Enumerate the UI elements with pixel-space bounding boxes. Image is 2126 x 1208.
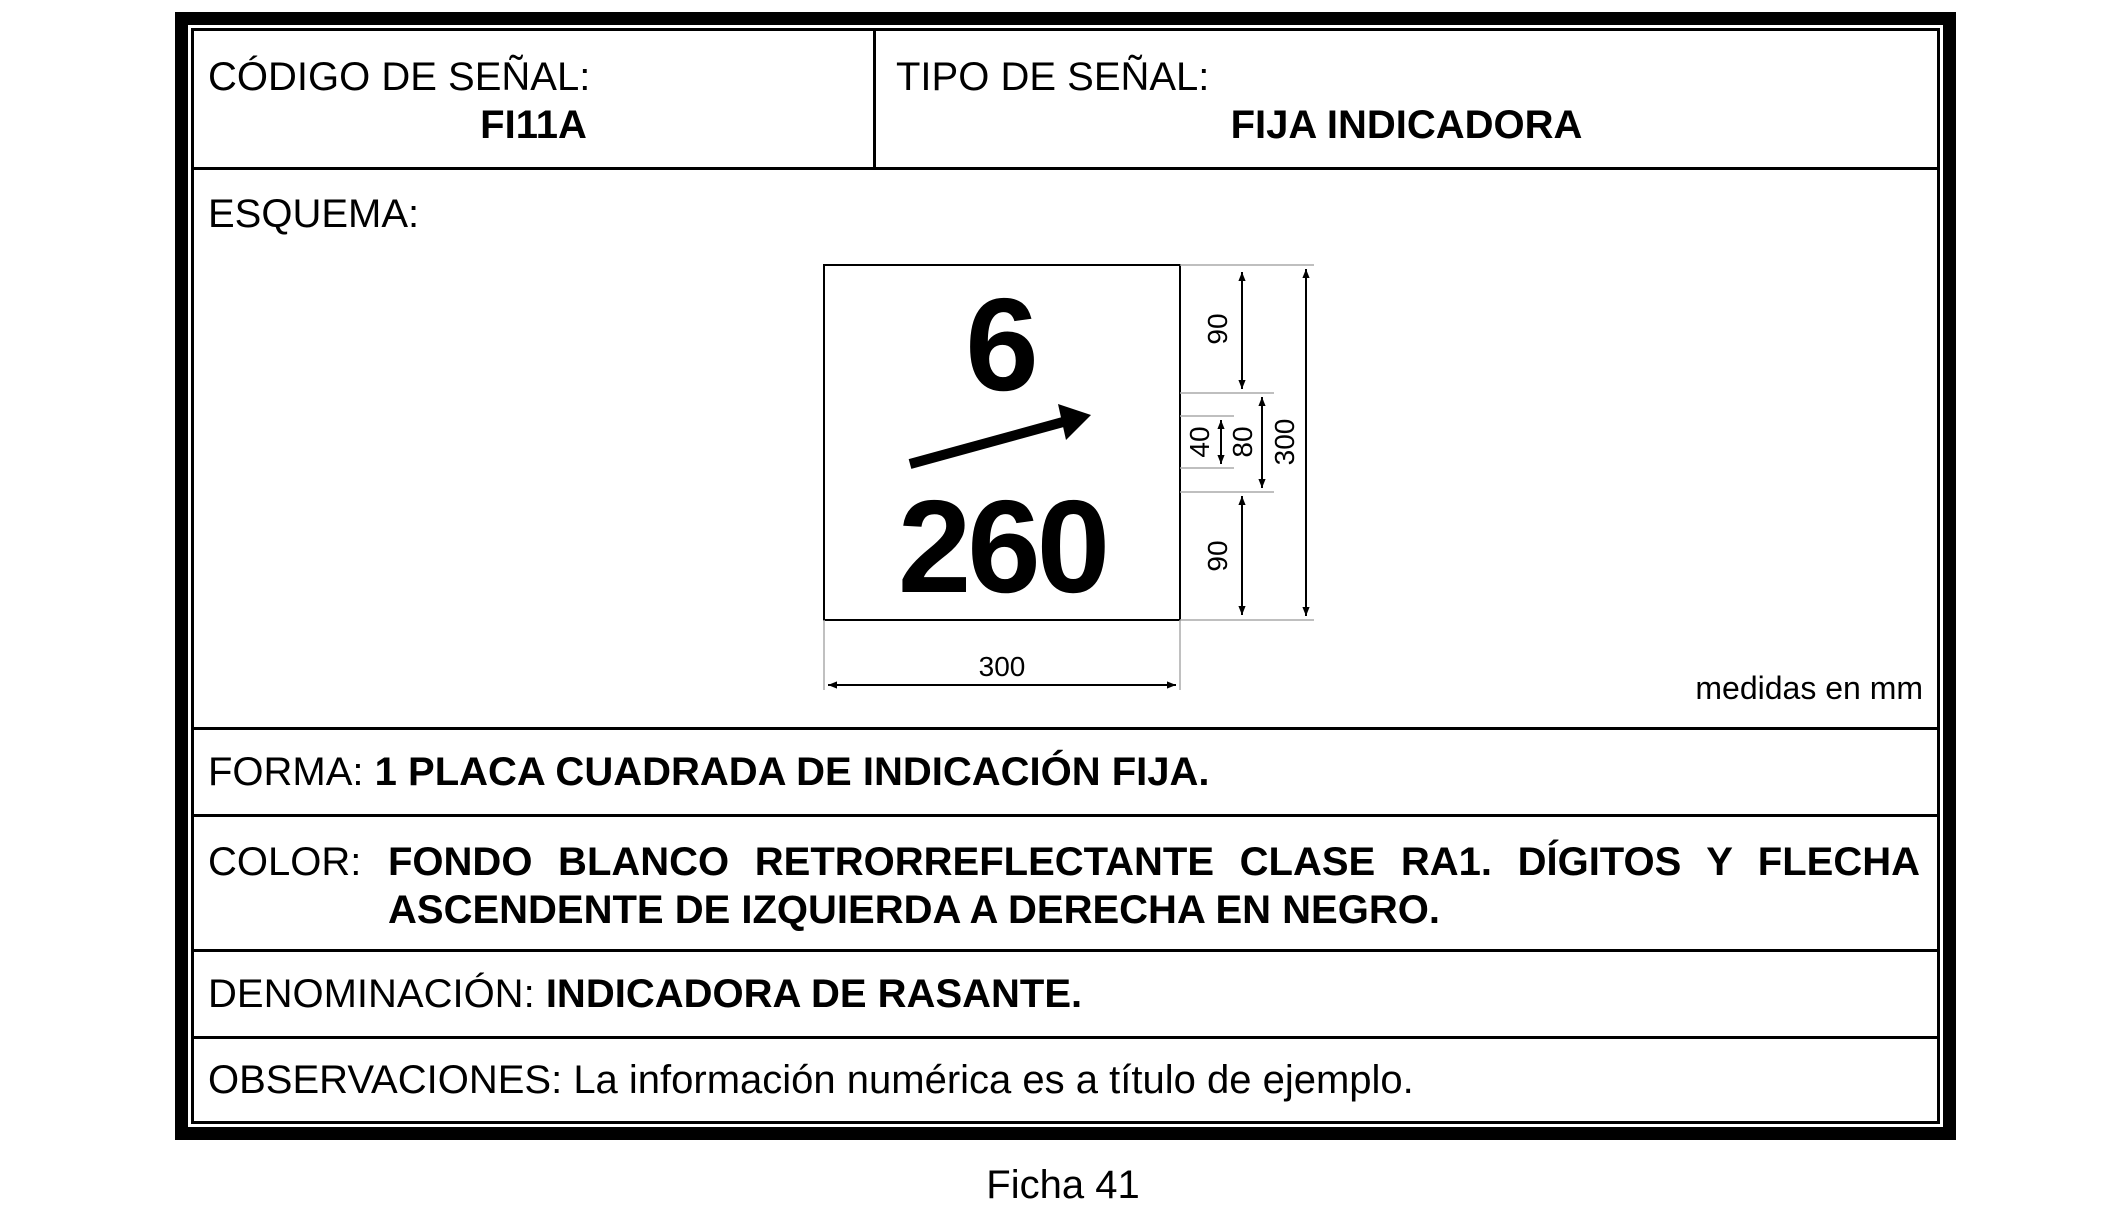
dim-bottom-text: 90 — [1202, 540, 1233, 572]
type-value: FIJA INDICADORA — [1230, 103, 1583, 147]
sign-bottom-number: 260 — [897, 473, 1107, 620]
observaciones-value: La información numérica es a título de ejemplo. — [573, 1058, 1414, 1102]
observaciones-line — [208, 1058, 1414, 1103]
color-row — [194, 817, 1937, 949]
denominacion-row — [194, 952, 1937, 1036]
header-row — [194, 31, 1937, 167]
observaciones-row — [194, 1039, 1937, 1121]
dim-width: 300 — [978, 651, 1026, 682]
color-label: COLOR: — [208, 840, 362, 884]
denominacion-label: DENOMINACIÓN: — [208, 972, 535, 1016]
forma-label: FORMA: — [208, 750, 364, 794]
schema-row — [194, 170, 1937, 727]
color-value: FONDO BLANCO RETRORREFLECTANTE CLASE RA1. DÍGITOS Y FLECHA ASCENDENTE DE IZQUIERDA A DERECHA EN NEGRO. — [388, 840, 1920, 932]
forma-row — [194, 730, 1937, 814]
dim-height: 300 — [1269, 418, 1300, 466]
forma-value: 1 PLACA CUADRADA DE INDICACIÓN FIJA. — [374, 750, 1210, 794]
dim-top-text: 90 — [1202, 313, 1233, 345]
dim-arrow-zone: 80 — [1227, 426, 1258, 458]
sign-diagram — [194, 170, 1937, 727]
figure-caption: Ficha 41 — [986, 1163, 1140, 1207]
code-value: FI11A — [480, 103, 587, 147]
sign-top-number: 6 — [965, 271, 1039, 418]
forma-line — [208, 750, 1210, 795]
type-label: TIPO DE SEÑAL: — [896, 55, 1210, 99]
sign-specification-card — [191, 28, 1940, 1124]
schema-label: ESQUEMA: — [208, 192, 420, 236]
dim-arrow-height: 40 — [1184, 426, 1215, 458]
units-note: medidas en mm — [1695, 670, 1923, 706]
code-label: CÓDIGO DE SEÑAL: — [208, 55, 591, 99]
observaciones-label: OBSERVACIONES: — [208, 1058, 563, 1102]
denominacion-line — [208, 972, 1082, 1017]
denominacion-value: INDICADORA DE RASANTE. — [545, 972, 1083, 1016]
